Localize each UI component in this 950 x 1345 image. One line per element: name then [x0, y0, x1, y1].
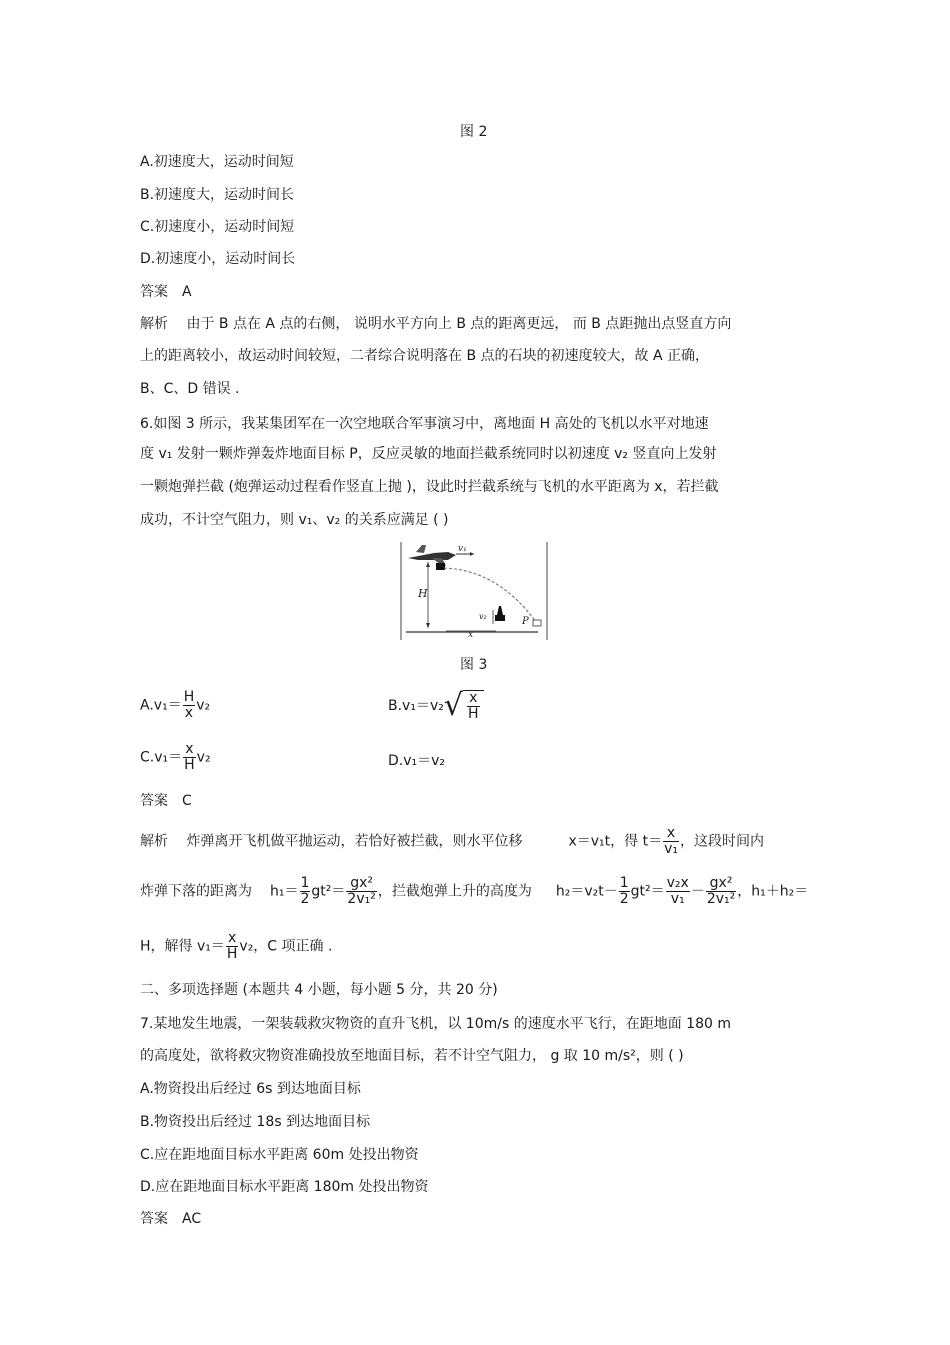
q7-option-d: D.应在距地面目标水平距离 180m 处投出物资: [140, 1179, 429, 1195]
option-a-fraction: [183, 690, 196, 721]
height-arrow-bottom: [426, 623, 430, 628]
analysis1-numerator: x: [663, 826, 679, 842]
analysis2-gt: gt²＝: [311, 883, 346, 900]
bomb-trajectory: [444, 568, 536, 622]
analysis3-denominator: H: [226, 946, 238, 962]
q7-answer: 答案 AC: [140, 1211, 202, 1227]
q6-stem-line-3: 一颗炮弹拦截 (炮弹运动过程看作竖直上抛 )，设此时拦截系统与飞机的水平距离为 x，若拦截: [140, 479, 719, 495]
option-c-prefix: C.v₁＝: [140, 749, 183, 766]
analysis2-tail: ，h₁＋h₂＝: [737, 883, 809, 900]
q6-option-c: [140, 742, 211, 773]
q6-analysis-line-3: [140, 931, 332, 962]
option-a-prefix: A.v₁＝: [140, 697, 182, 714]
analysis2-frac-4-num: v₂x: [666, 875, 689, 891]
figure-3-diagram: [398, 540, 550, 642]
q5-option-a: A.初速度大，运动时间短: [140, 154, 294, 170]
q7-stem-line-2: 的高度处，欲将救灾物资准确投放至地面目标，若不计空气阻力， g 取 10 m/s²，则 ( ): [140, 1048, 684, 1064]
section-2-heading: 二、多项选择题 (本题共 4 小题，每小题 5 分，共 20 分): [140, 982, 498, 998]
q6-stem-line-1: 6.如图 3 所示，我某集团军在一次空地联合军事演习中，离地面 H 高处的飞机以水平对地速: [140, 416, 709, 432]
x-label: x: [468, 630, 474, 640]
analysis3-numerator: x: [226, 931, 239, 947]
bomb-icon: [436, 563, 445, 570]
q5-option-c: C.初速度小，运动时间短: [140, 219, 295, 235]
q5-option-b: B.初速度大，运动时间长: [140, 187, 295, 203]
q6-option-d: D.v₁＝v₂: [388, 753, 446, 769]
q7-option-a: A.物资投出后经过 6s 到达地面目标: [140, 1081, 361, 1097]
option-c-fraction: [183, 742, 196, 773]
airplane-icon: [408, 545, 456, 566]
analysis1-tail: ，这段时间内: [679, 833, 764, 850]
q6-stem-line-4: 成功，不计空气阻力，则 v₁、v₂ 的关系应满足 ( ): [140, 512, 449, 528]
analysis2-frac-1-num: 1: [300, 875, 310, 891]
analysis2-h1: h₁＝: [270, 883, 299, 900]
option-b-denominator: H: [467, 706, 479, 722]
q7-option-c: C.应在距地面目标水平距离 60m 处投出物资: [140, 1147, 419, 1163]
analysis2-mid: ，拦截炮弹上升的高度为: [377, 883, 532, 900]
q6-analysis-line-2: [140, 876, 808, 907]
option-b-prefix: B.v₁＝v₂: [388, 698, 444, 714]
sqrt-symbol: √ $\frac{x}{H}$: [444, 690, 484, 722]
analysis2-h2: h₂＝v₂t－: [555, 883, 618, 900]
figure-2-caption: 图 2: [460, 124, 488, 140]
analysis2-lead: 炸弹下落的距离为: [140, 883, 252, 900]
option-b-numerator: x: [467, 691, 480, 707]
option-b-fraction: [467, 691, 480, 722]
option-c-denominator: H: [184, 757, 195, 773]
analysis2-frac-4-den: v₁: [670, 891, 685, 907]
analysis2-frac-4: [666, 876, 690, 907]
analysis1-eq: x＝v₁t，得 t＝: [568, 833, 663, 850]
q5-analysis-line-3: B、C、D 错误 .: [140, 381, 240, 397]
analysis2-frac-3-num: 1: [619, 875, 629, 891]
q6-stem-line-2: 度 v₁ 发射一颗炸弹轰炸地面目标 P，反应灵敏的地面拦截系统同时以初速度 v₂ 竖直向上发射: [140, 446, 717, 462]
analysis3-fraction: [226, 931, 239, 962]
h-label: H: [418, 587, 428, 600]
analysis2-frac-3: [619, 876, 630, 907]
analysis3-lead: H，解得 v₁＝: [140, 938, 225, 955]
q5-answer: 答案 A: [140, 284, 192, 300]
option-c-suffix: v₂: [196, 749, 211, 766]
q7-stem-line-1: 7.某地发生地震，一架装载救灾物资的直升飞机，以 10m/s 的速度水平飞行，在距地面 180 m: [140, 1016, 731, 1032]
analysis2-frac-2-den: 2v₁²: [347, 891, 376, 907]
height-arrow-top: [426, 562, 430, 567]
q7-option-b: B.物资投出后经过 18s 到达地面目标: [140, 1114, 371, 1130]
q5-option-d: D.初速度小，运动时间长: [140, 251, 296, 267]
q6-option-b: [388, 690, 484, 722]
q6-analysis-line-1: [140, 826, 764, 857]
analysis2-frac-1-den: 2: [300, 891, 310, 907]
v1-label: v₁: [458, 544, 467, 554]
option-a-suffix: v₂: [196, 697, 211, 714]
analysis2-frac-2-num: gx²: [346, 876, 376, 892]
v1-arrowhead: [470, 552, 474, 556]
q5-analysis-line-2: 上的距离较小，故运动时间较短，二者综合说明落在 B 点的石块的初速度较大，故 A 正确，: [140, 348, 709, 364]
analysis2-gt2: gt²＝: [630, 883, 665, 900]
q5-analysis-line-1: 解析 由于 B 点在 A 点的右侧， 说明水平方向上 B 点的距离更远， 而 B 点距抛出点竖直方向: [140, 316, 732, 332]
launcher-icon: [495, 615, 505, 621]
figure-3-caption: 图 3: [460, 657, 488, 673]
option-c-numerator: x: [183, 742, 196, 758]
analysis1-denominator: v₁: [664, 841, 678, 857]
analysis2-frac-1: [300, 876, 311, 907]
option-a-denominator: x: [184, 705, 194, 721]
analysis3-tail: v₂，C 项正确 .: [239, 938, 333, 955]
analysis2-minus: －: [690, 883, 705, 900]
analysis2-frac-5: [706, 876, 736, 907]
analysis2-frac-2: [346, 876, 376, 907]
p-label: P: [522, 616, 529, 627]
target-icon: [533, 620, 541, 626]
analysis2-frac-5-den: 2v₁²: [706, 891, 736, 907]
analysis1-fraction: [663, 826, 679, 857]
analysis1-lead: 解析 炸弹离开飞机做平抛运动，若恰好被拦截，则水平位移: [140, 833, 523, 850]
v2-label: v₂: [479, 612, 487, 621]
analysis2-frac-5-num: gx²: [706, 876, 736, 892]
option-a-numerator: H: [183, 689, 195, 705]
interceptor-icon: [497, 606, 503, 615]
q6-option-a: [140, 690, 210, 721]
q6-answer: 答案 C: [140, 793, 192, 809]
analysis2-frac-3-den: 2: [619, 891, 629, 907]
